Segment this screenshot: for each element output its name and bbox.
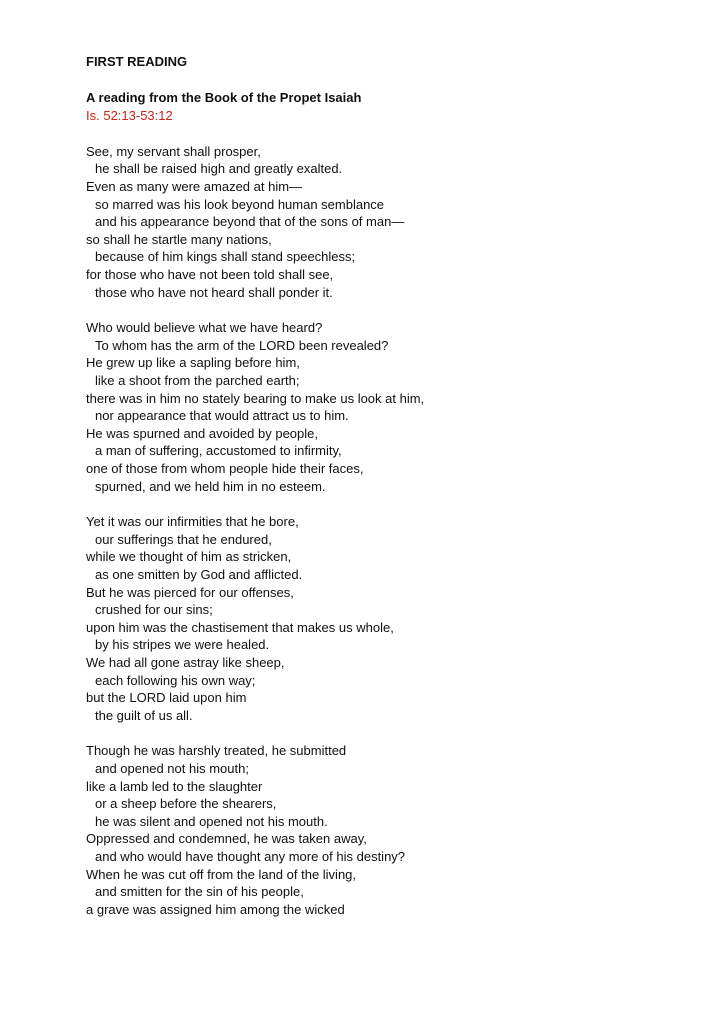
- verse-line: but the LORD laid upon him: [86, 690, 247, 706]
- reading-body: [86, 143, 686, 919]
- verse-line: Who would believe what we have heard?: [86, 319, 323, 335]
- verse-line: When he was cut off from the land of the living,: [86, 866, 357, 882]
- verse-line: for those who have not been told shall see,: [86, 267, 334, 283]
- verse-line: like a lamb led to the slaughter: [86, 778, 263, 794]
- verse-line: He grew up like a sapling before him,: [86, 355, 300, 371]
- verse-line: But he was pierced for our offenses,: [86, 584, 294, 600]
- verse-line: Yet it was our infirmities that he bore,: [86, 513, 299, 529]
- verse-line: the guilt of us all.: [95, 708, 193, 723]
- verse-line: he shall be raised high and greatly exalted.: [95, 161, 343, 177]
- stanza: [86, 143, 686, 302]
- scripture-citation: Is. 52:13-53:12: [86, 108, 173, 123]
- verse-line: upon him was the chastisement that makes us whole,: [86, 619, 394, 635]
- verse-line: and his appearance beyond that of the sons of man—: [95, 214, 405, 230]
- verse-line: and who would have thought any more of his destiny?: [95, 849, 406, 865]
- verse-line: those who have not heard shall ponder it.: [95, 284, 333, 300]
- verse-line: a man of suffering, accustomed to infirmity,: [95, 443, 342, 459]
- verse-line: Oppressed and condemned, he was taken away,: [86, 831, 367, 847]
- verse-line: he was silent and opened not his mouth.: [95, 813, 328, 829]
- verse-line: and smitten for the sin of his people,: [95, 884, 304, 900]
- reading-heading: FIRST READING: [86, 54, 188, 69]
- verse-line: because of him kings shall stand speechless;: [95, 249, 356, 265]
- stanza: [86, 319, 686, 495]
- verse-line: crushed for our sins;: [95, 602, 213, 618]
- verse-line: one of those from whom people hide their faces,: [86, 461, 364, 477]
- verse-line: there was in him no stately bearing to make us look at him,: [86, 390, 425, 406]
- verse-line: a grave was assigned him among the wicked: [86, 902, 345, 917]
- stanza: [86, 513, 686, 725]
- reading-subtitle: A reading from the Book of the Propet Isaiah: [86, 90, 362, 105]
- document-page: [86, 53, 686, 919]
- verse-line: each following his own way;: [95, 672, 256, 688]
- verse-line: See, my servant shall prosper,: [86, 143, 261, 159]
- verse-line: We had all gone astray like sheep,: [86, 655, 285, 671]
- verse-line: our sufferings that he endured,: [95, 531, 272, 547]
- verse-line: by his stripes we were healed.: [95, 637, 270, 653]
- verse-line: Even as many were amazed at him—: [86, 178, 303, 194]
- verse-line: Though he was harshly treated, he submitted: [86, 743, 347, 759]
- verse-line: and opened not his mouth;: [95, 760, 249, 776]
- verse-line: or a sheep before the shearers,: [95, 796, 277, 812]
- verse-line: while we thought of him as stricken,: [86, 549, 292, 565]
- verse-line: He was spurned and avoided by people,: [86, 425, 318, 441]
- verse-line: like a shoot from the parched earth;: [95, 372, 300, 388]
- stanza: [86, 742, 686, 918]
- verse-line: so marred was his look beyond human semblance: [95, 196, 385, 212]
- verse-line: nor appearance that would attract us to him.: [95, 408, 349, 424]
- verse-line: spurned, and we held him in no esteem.: [95, 478, 326, 494]
- verse-line: To whom has the arm of the LORD been revealed?: [95, 337, 389, 353]
- verse-line: as one smitten by God and afflicted.: [95, 566, 303, 582]
- verse-line: so shall he startle many nations,: [86, 231, 272, 247]
